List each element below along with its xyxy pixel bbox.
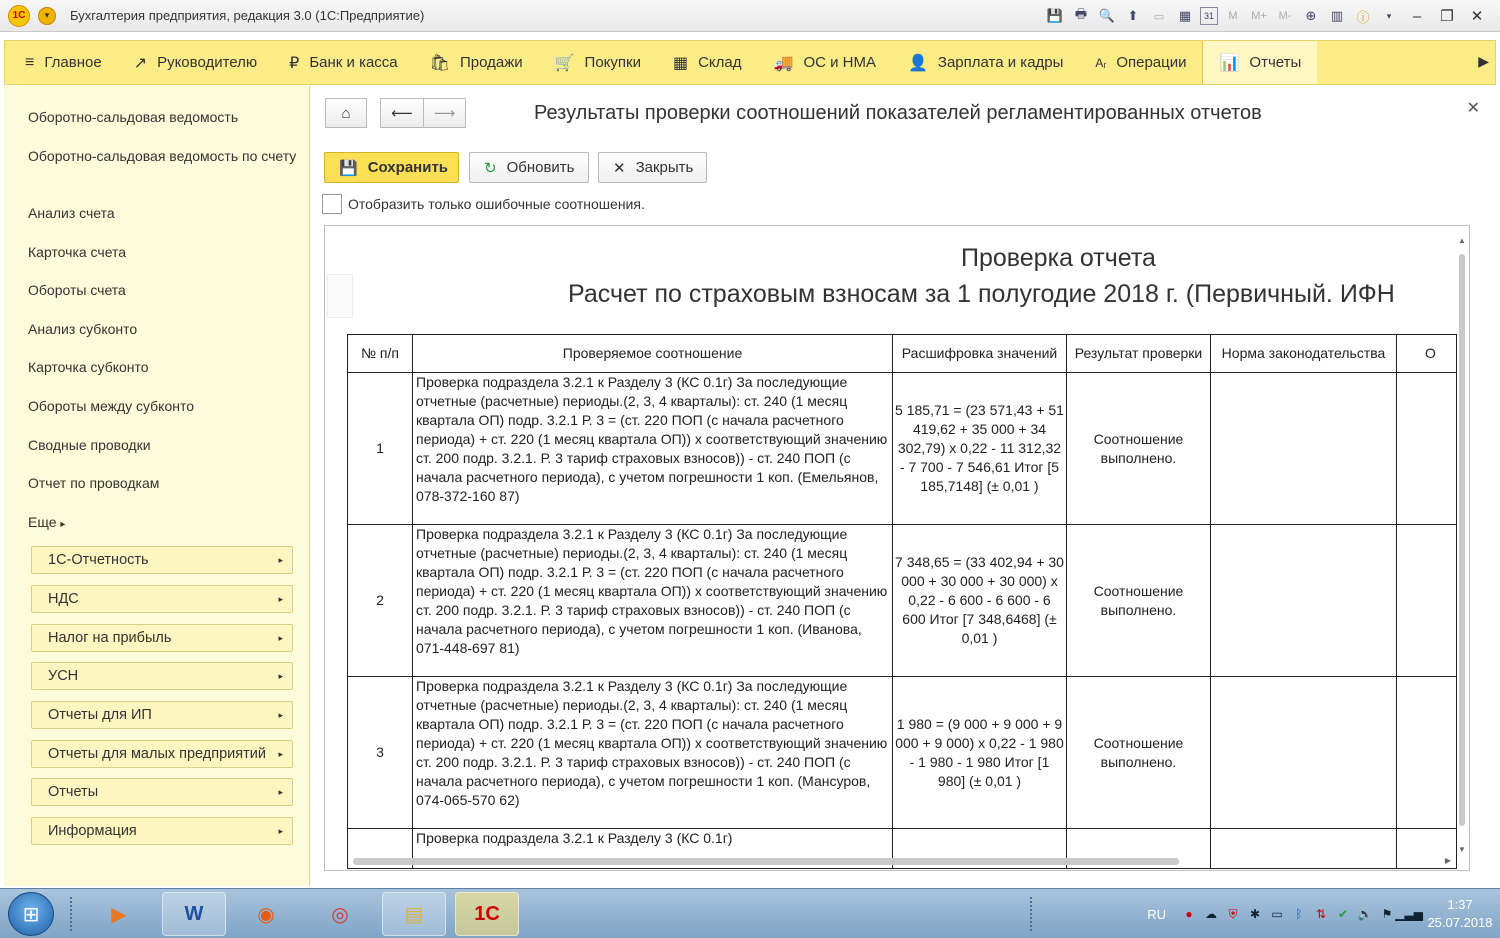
- col-header-check: Проверяемое соотношение: [413, 335, 893, 373]
- section-warehouse[interactable]: [657, 41, 758, 84]
- save-button[interactable]: [324, 152, 459, 183]
- section-label: Банк и касса: [309, 54, 398, 71]
- table-row[interactable]: [348, 677, 1457, 829]
- tray-security-icon[interactable]: ⛨: [1228, 906, 1238, 921]
- window-titlebar: [0, 0, 1500, 32]
- clock[interactable]: [1420, 896, 1500, 932]
- horizontal-scrollbar[interactable]: [349, 856, 1451, 866]
- close-form-icon[interactable]: ✕: [1466, 100, 1480, 117]
- copy-icon[interactable]: ▭: [1153, 10, 1165, 23]
- floppy-icon: 💾: [339, 159, 358, 177]
- row-number: 1: [348, 373, 413, 525]
- horizontal-scroll-thumb[interactable]: [353, 858, 1179, 865]
- chevron-right-icon: ▸: [278, 632, 283, 643]
- group-label: Отчеты: [48, 784, 99, 800]
- tray-flag-icon[interactable]: ⚑: [1381, 907, 1393, 921]
- chevron-right-icon: ▸: [278, 593, 283, 604]
- row-check-text: Проверка подраздела 3.2.1 к Разделу 3 (КС 0.1г): [413, 829, 893, 869]
- sections-scroll-right-icon[interactable]: ▶: [1478, 53, 1489, 69]
- chevron-right-icon: ▸: [278, 786, 283, 797]
- back-button[interactable]: [380, 98, 424, 128]
- report-title: Проверка отчета: [961, 244, 1156, 272]
- more-arrow-icon: ▸: [60, 519, 66, 530]
- refresh-icon: ↻: [484, 159, 497, 177]
- windows-logo-icon: ⊞: [22, 903, 40, 926]
- vertical-scrollbar[interactable]: [1457, 236, 1467, 854]
- sidebar-link-subconto-card[interactable]: Карточка субконто: [28, 359, 149, 375]
- taskbar-1c-icon[interactable]: 1С: [455, 892, 519, 936]
- section-salary[interactable]: [892, 41, 1079, 84]
- page-title: Результаты проверки соотношений показателей регламентированных отчетов: [534, 102, 1262, 124]
- arrow-right-icon: ⟶: [433, 105, 456, 122]
- section-label: Покупки: [584, 54, 641, 71]
- maximize-icon[interactable]: ❐: [1440, 8, 1454, 25]
- title-toolbar: [1044, 5, 1490, 27]
- minimize-icon[interactable]: –: [1412, 7, 1422, 25]
- tray-bluetooth-icon[interactable]: ᛒ: [1295, 907, 1303, 921]
- group-label: Отчеты для малых предприятий: [48, 746, 266, 762]
- row-result: Соотношение выполнено.: [1067, 677, 1211, 829]
- taskbar: [0, 888, 1500, 938]
- close-window-icon[interactable]: ✕: [1470, 8, 1484, 25]
- chevron-right-icon: ▸: [278, 709, 283, 720]
- calculator-icon[interactable]: ▦: [1178, 8, 1192, 23]
- section-assets[interactable]: [758, 41, 892, 84]
- forward-button[interactable]: [423, 98, 466, 128]
- taskbar-explorer-icon[interactable]: ▤: [382, 892, 446, 936]
- sidebar-link-account-card[interactable]: Карточка счета: [28, 244, 127, 260]
- table-header-row: [348, 335, 1457, 373]
- group-label: Информация: [48, 823, 137, 839]
- sidebar-group-ip-reports[interactable]: [31, 701, 293, 729]
- row-extra: [1397, 525, 1457, 677]
- sidebar-group-info[interactable]: [31, 817, 293, 845]
- home-icon: ⌂: [341, 104, 351, 122]
- sidebar-link-osv[interactable]: Оборотно-сальдовая ведомость: [28, 109, 239, 125]
- tray-tools-icon[interactable]: ✱: [1249, 907, 1261, 921]
- clock-date: 25.07.2018: [1427, 915, 1493, 930]
- checks-table: [347, 334, 1457, 869]
- memory-minus-icon[interactable]: M-: [1278, 10, 1292, 22]
- sidebar-link-more[interactable]: [28, 513, 298, 534]
- tray-grip: [1030, 897, 1036, 931]
- sidebar-group-vat[interactable]: [31, 585, 293, 613]
- start-button[interactable]: [8, 892, 54, 936]
- truck-icon: 🚚: [773, 54, 794, 72]
- section-label: ОС и НМА: [803, 54, 876, 71]
- report-subtitle: Расчет по страховым взносам за 1 полугодие 2018 г. (Первичный. ИФН: [568, 280, 1395, 308]
- report-document[interactable]: [324, 225, 1470, 871]
- panel-icon[interactable]: ▥: [1330, 8, 1344, 23]
- row-decoding: 7 348,65 = (33 402,94 + 30 000 + 30 000 + 30 000) x 0,22 - 6 600 - 6 600 - 6 600 Итог [7 348,6468] (± 0,01 ): [893, 525, 1067, 677]
- sidebar-link-osv-account[interactable]: Оборотно-сальдовая ведомость по счету: [28, 148, 297, 164]
- row-result: Соотношение выполнено.: [1067, 373, 1211, 525]
- group-label: УСН: [48, 668, 79, 684]
- bar-chart-icon: 📊: [1219, 54, 1240, 72]
- refresh-label: Обновить: [506, 159, 575, 176]
- section-manager[interactable]: [118, 41, 273, 84]
- sidebar-group-usn[interactable]: [31, 662, 293, 690]
- close-icon: ✕: [613, 159, 626, 177]
- trend-icon: ↗: [133, 54, 148, 72]
- chevron-down-icon[interactable]: ▾: [1386, 10, 1392, 21]
- section-label: Главное: [44, 54, 102, 71]
- section-bank[interactable]: [273, 41, 414, 84]
- sidebar-group-1c-reporting[interactable]: [31, 546, 293, 574]
- app-logo-icon[interactable]: 1С: [8, 5, 30, 27]
- sidebar-link-summary-entries[interactable]: Сводные проводки: [28, 437, 151, 453]
- save-icon[interactable]: 💾: [1046, 8, 1064, 23]
- row-number: 2: [348, 525, 413, 677]
- section-label: Продажи: [459, 54, 523, 71]
- sidebar: [4, 86, 310, 886]
- tray-network-icon[interactable]: ▁▃▅: [1395, 907, 1423, 921]
- close-label: Закрыть: [635, 159, 694, 176]
- row-law: [1211, 525, 1397, 677]
- tray-shield-icon[interactable]: ✔: [1337, 907, 1349, 921]
- row-check-text: Проверка подраздела 3.2.1 к Разделу 3 (КС 0.1г) За последующие отчетные (расчетные) периоды.(2, 3, 4 кварталы): ст. 240 (1 месяц квартала ОП) подр. 3.2.1 Р. 3 = (ст. 220 ПОП (с начала расчетного периода) + ст. 220 (1 месяц квартала ОП)) x соответствующий значению ст. 200 подр. 3.2.1. Р. 3 тариф страховых взносов)) - ст. 240 ПОП (с начала расчетного периода), с учетом погрешности 1 коп. (Иванова, 071-448-697 81): [413, 525, 893, 677]
- sidebar-link-subconto-analysis[interactable]: Анализ субконто: [28, 321, 138, 337]
- only-errors-label[interactable]: Отобразить только ошибочные соотношения.: [348, 196, 645, 212]
- col-header-decoding: Расшифровка значений: [893, 335, 1067, 373]
- row-check-text: Проверка подраздела 3.2.1 к Разделу 3 (КС 0.1г) За последующие отчетные (расчетные) периоды.(2, 3, 4 кварталы): ст. 240 (1 месяц квартала ОП) подр. 3.2.1 Р. 3 = (ст. 220 ПОП (с начала расчетного периода) + ст. 220 (1 месяц квартала ОП)) x соответствующий значению ст. 200 подр. 3.2.1. Р. 3 тариф страховых взносов)) - ст. 240 ПОП (с начала расчетного периода), с учетом погрешности 1 коп. (Мансуров, 074-065-570 62): [413, 677, 893, 829]
- vertical-scroll-thumb[interactable]: [1459, 254, 1465, 826]
- taskbar-chrome-icon[interactable]: ◎: [331, 903, 349, 926]
- only-errors-checkbox[interactable]: [322, 194, 342, 214]
- group-label: Налог на прибыль: [48, 630, 172, 646]
- info-icon[interactable]: ⓘ: [1356, 9, 1370, 25]
- section-label: Зарплата и кадры: [937, 54, 1064, 71]
- only-errors-row: [322, 194, 645, 214]
- zoom-icon[interactable]: ⊕: [1305, 8, 1317, 23]
- more-label: Еще: [28, 514, 57, 530]
- sidebar-link-account-turnover[interactable]: Обороты счета: [28, 282, 126, 298]
- scroll-down-icon[interactable]: ▼: [1458, 845, 1466, 854]
- row-number: 3: [348, 677, 413, 829]
- row-decoding: 5 185,71 = (23 571,43 + 51 419,62 + 35 000 + 34 302,79) x 0,22 - 11 312,32 - 7 700 - 7 546,61 Итог [5 185,7148] (± 0,01 ): [893, 373, 1067, 525]
- chevron-right-icon: ▸: [278, 670, 283, 681]
- preview-icon[interactable]: 🔍: [1098, 8, 1116, 23]
- section-purchases[interactable]: [539, 41, 657, 84]
- row-check-text: Проверка подраздела 3.2.1 к Разделу 3 (КС 0.1г) За последующие отчетные (расчетные) периоды.(2, 3, 4 кварталы): ст. 240 (1 месяц квартала ОП) подр. 3.2.1 Р. 3 = (ст. 220 ПОП (с начала расчетного периода) + ст. 220 (1 месяц квартала ОП)) x соответствующий значению ст. 200 подр. 3.2.1. Р. 3 тариф страховых взносов)) - ст. 240 ПОП (с начала расчетного периода), с учетом погрешности 1 коп. (Емельянов, 078-372-160 87): [413, 373, 893, 525]
- save-label: Сохранить: [367, 159, 449, 176]
- close-button[interactable]: [598, 152, 707, 183]
- col-header-number: № п/п: [348, 335, 413, 373]
- scroll-up-icon[interactable]: ▲: [1458, 236, 1466, 245]
- section-sales[interactable]: [414, 41, 539, 84]
- section-label: Отчеты: [1249, 54, 1302, 71]
- taskbar-word-icon[interactable]: W: [162, 892, 226, 936]
- ruble-icon: ₽: [289, 54, 300, 72]
- refresh-button[interactable]: [469, 152, 589, 183]
- row-decoding: 1 980 = (9 000 + 9 000 + 9 000 + 9 000) x 0,22 - 1 980 - 1 980 - 1 980 Итог [1 980] (± 0,01 ): [893, 677, 1067, 829]
- group-label: Отчеты для ИП: [48, 707, 152, 723]
- chevron-right-icon: ▸: [278, 748, 283, 759]
- row-extra: [1397, 373, 1457, 525]
- row-law: [1211, 373, 1397, 525]
- cart-icon: 🛒: [554, 54, 575, 72]
- person-icon: 👤: [907, 54, 928, 72]
- hamburger-icon: ≡: [25, 53, 35, 71]
- table-row[interactable]: [348, 373, 1457, 525]
- window-title: Бухгалтерия предприятия, редакция 3.0 (1С:Предприятие): [70, 8, 425, 23]
- memory-plus-icon[interactable]: M+: [1251, 10, 1267, 22]
- sections-bar: [4, 40, 1496, 85]
- shopping-bag-icon: 🛍: [429, 54, 450, 72]
- tray-1c-icon[interactable]: ●: [1185, 907, 1193, 921]
- taskbar-media-player-icon[interactable]: ▶: [111, 903, 127, 926]
- chevron-right-icon: ▸: [278, 554, 283, 565]
- warehouse-icon: ▦: [672, 54, 689, 72]
- taskbar-grip: [70, 897, 76, 931]
- section-operations[interactable]: [1079, 41, 1202, 84]
- col-header-law: Норма законодательства: [1211, 335, 1397, 373]
- language-indicator[interactable]: RU: [1147, 906, 1166, 922]
- calendar-icon[interactable]: 31: [1200, 7, 1218, 25]
- group-label: 1С-Отчетность: [48, 552, 149, 568]
- attach-icon[interactable]: ⬆: [1127, 8, 1139, 23]
- memory-m-icon[interactable]: M: [1228, 10, 1238, 22]
- section-label: Руководителю: [157, 54, 258, 71]
- col-header-result: Результат проверки: [1067, 335, 1211, 373]
- report-margin-cell: [327, 274, 353, 318]
- sidebar-link-account-analysis[interactable]: Анализ счета: [28, 205, 115, 221]
- sidebar-group-reports[interactable]: [31, 778, 293, 806]
- operations-icon: Aᵣ: [1095, 55, 1107, 70]
- tray-drive-icon[interactable]: ▭: [1271, 907, 1283, 921]
- section-label: Склад: [698, 54, 742, 71]
- home-button[interactable]: [325, 98, 367, 128]
- tray-update-icon[interactable]: ⇅: [1315, 907, 1327, 921]
- section-label: Операции: [1116, 54, 1187, 71]
- arrow-left-icon: ⟵: [391, 105, 413, 122]
- row-law: [1211, 677, 1397, 829]
- row-result: Соотношение выполнено.: [1067, 525, 1211, 677]
- sidebar-group-small-business[interactable]: [31, 740, 293, 768]
- tray-cloud-icon[interactable]: ☁: [1205, 907, 1217, 921]
- main-menu-button[interactable]: ▾: [38, 7, 56, 25]
- sidebar-link-subconto-turnover[interactable]: Обороты между субконто: [28, 398, 195, 414]
- chevron-right-icon: ▸: [278, 825, 283, 836]
- print-icon[interactable]: 🖶: [1074, 6, 1088, 21]
- group-label: НДС: [48, 591, 79, 607]
- col-header-extra: О: [1397, 335, 1457, 373]
- taskbar-firefox-icon[interactable]: ◉: [257, 903, 275, 926]
- row-extra: [1397, 677, 1457, 829]
- sidebar-link-entries-report[interactable]: Отчет по проводкам: [28, 475, 160, 491]
- section-reports[interactable]: [1202, 41, 1317, 84]
- table-row[interactable]: [348, 525, 1457, 677]
- tray-volume-icon[interactable]: 🔈: [1357, 907, 1373, 921]
- system-tray: [1147, 889, 1500, 938]
- scroll-right-icon[interactable]: ▶: [1444, 856, 1451, 865]
- sidebar-group-profit-tax[interactable]: [31, 624, 293, 652]
- form-area: [311, 86, 1500, 886]
- section-main[interactable]: [5, 41, 118, 84]
- clock-time: 1:37: [1447, 897, 1473, 912]
